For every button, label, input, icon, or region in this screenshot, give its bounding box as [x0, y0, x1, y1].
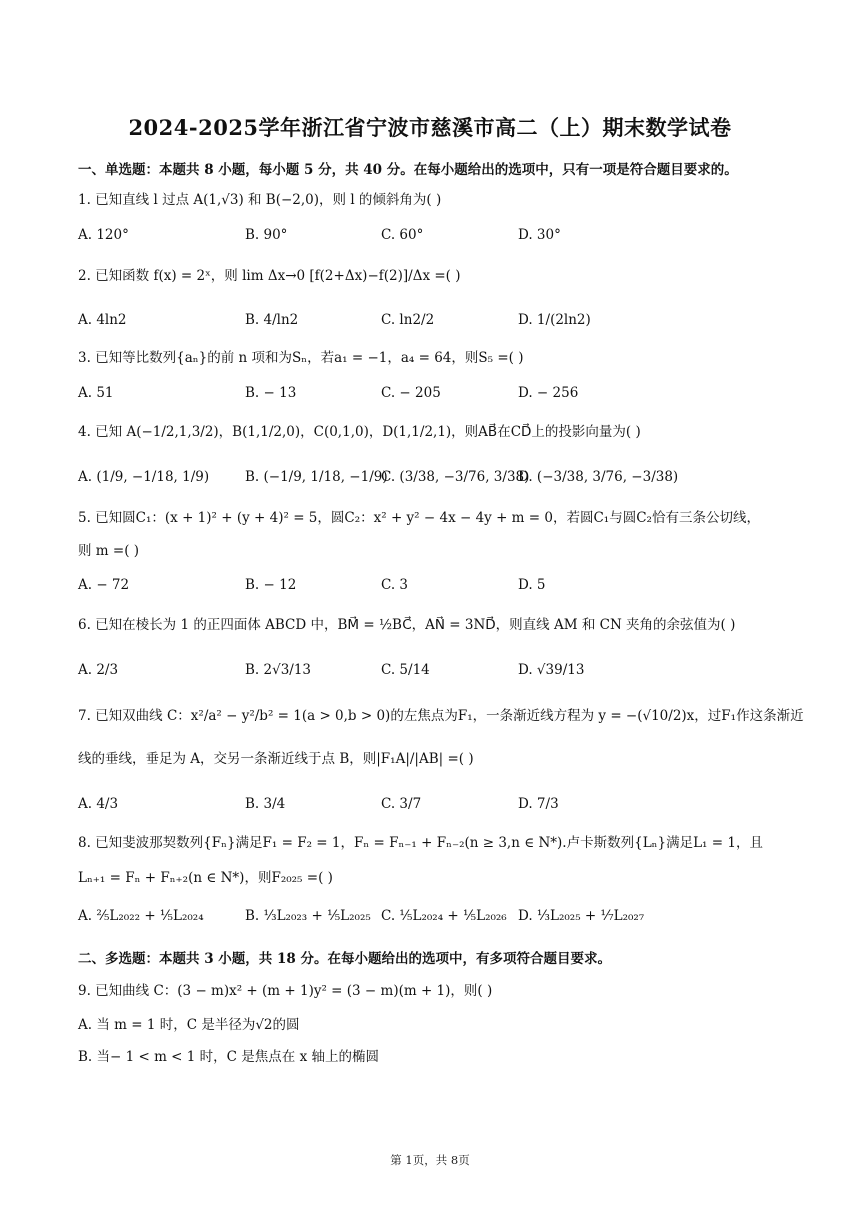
- question-stem: 6. 已知在棱长为 1 的正四面体 ABCD 中，BM⃗ = ½BC⃗，AN⃗ = 3ND⃗，则直线 AM 和 CN 夹角的余弦值为( ): [78, 617, 736, 633]
- option-b: B. 90°: [245, 227, 288, 243]
- option-b: B. ⅓L₂₀₂₃ + ⅕L₂₀₂₅: [245, 908, 371, 924]
- section-header-single-choice: 一、单选题：本题共 8 小题，每小题 5 分，共 40 分。在每小题给出的选项中，只有一项是符合题目要求的。: [78, 162, 738, 178]
- option-a: A. 120°: [78, 227, 129, 243]
- options-row: [78, 385, 790, 409]
- page-footer: 第 1页，共 8页: [390, 1153, 470, 1167]
- option-c: C. (3/38, −3/76, 3/38): [381, 469, 530, 485]
- option-d: D. (−3/38, 3/76, −3/38): [518, 469, 679, 485]
- option-c: C. 60°: [381, 227, 424, 243]
- option-d: D. 5: [518, 577, 546, 593]
- question-stem: 9. 已知曲线 C：(3 − m)x² + (m + 1)y² = (3 − m)(m + 1)，则( ): [78, 983, 493, 999]
- option-b: B. − 12: [245, 577, 297, 593]
- option-a: A. ⅖L₂₀₂₂ + ⅕L₂₀₂₄: [78, 908, 204, 924]
- option-a: A. 51: [78, 385, 114, 401]
- question-stem: 3. 已知等比数列{aₙ}的前 n 项和为Sₙ，若a₁ = −1，a₄ = 64，则S₅ =( ): [78, 350, 524, 366]
- question-stem-continued: Lₙ₊₁ = Fₙ + Fₙ₊₂(n ∈ N*)，则F₂₀₂₅ =( ): [78, 870, 333, 886]
- option-d: D. √39/13: [518, 662, 585, 678]
- options-row: [78, 469, 790, 493]
- option-b: B. 2√3/13: [245, 662, 312, 678]
- options-row: [78, 662, 790, 686]
- option-c: C. ⅕L₂₀₂₄ + ⅕L₂₀₂₆: [381, 908, 507, 924]
- option-a: A. 2/3: [78, 662, 119, 678]
- option-a: A. (1/9, −1/18, 1/9): [78, 469, 210, 485]
- options-row: [78, 227, 790, 251]
- question-stem: 5. 已知圆C₁：(x + 1)² + (y + 4)² = 5，圆C₂：x² + y² − 4x − 4y + m = 0，若圆C₁与圆C₂恰有三条公切线，: [78, 510, 760, 526]
- question-stem: 8. 已知斐波那契数列{Fₙ}满足F₁ = F₂ = 1，Fₙ = Fₙ₋₁ + Fₙ₋₂(n ≥ 3,n ∈ N*).卢卡斯数列{Lₙ}满足L₁ = 1，且: [78, 835, 763, 851]
- option-c: C. 3/7: [381, 796, 422, 812]
- option-d: D. ⅓L₂₀₂₅ + ⅐L₂₀₂₇: [518, 908, 645, 924]
- option-d: D. 1/(2ln2): [518, 312, 591, 328]
- question-stem: 1. 已知直线 l 过点 A(1,√3) 和 B(−2,0)，则 l 的倾斜角为( ): [78, 192, 442, 208]
- option-b: B. − 13: [245, 385, 297, 401]
- options-row: [78, 577, 790, 601]
- option-a-line: A. 当 m = 1 时，C 是半径为√2的圆: [78, 1017, 300, 1033]
- question-stem: 7. 已知双曲线 C：x²/a² − y²/b² = 1(a > 0,b > 0)的左焦点为F₁，一条渐近线方程为 y = −(√10/2)x，过F₁作这条渐近: [78, 708, 804, 724]
- option-c: C. ln2/2: [381, 312, 435, 328]
- option-d: D. − 256: [518, 385, 579, 401]
- page-title: 2024-2025学年浙江省宁波市慈溪市高二（上）期末数学试卷: [128, 115, 732, 140]
- section-header-multiple-choice: 二、多选题：本题共 3 小题，共 18 分。在每小题给出的选项中，有多项符合题目要求。: [78, 951, 611, 967]
- question-stem: 4. 已知 A(−1/2,1,3/2)，B(1,1/2,0)，C(0,1,0)，D(1,1/2,1)，则AB⃗在CD⃗上的投影向量为( ): [78, 424, 641, 440]
- option-d: D. 7/3: [518, 796, 559, 812]
- options-row: [78, 312, 790, 336]
- question-stem-continued: 线的垂线，垂足为 A，交另一条渐近线于点 B，则|F₁A|/|AB| =( ): [78, 751, 474, 767]
- option-c: C. − 205: [381, 385, 441, 401]
- question-stem: 2. 已知函数 f(x) = 2ˣ，则 lim Δx→0 [f(2+Δx)−f(2)]/Δx =( ): [78, 268, 461, 284]
- question-stem-continued: 则 m =( ): [78, 543, 140, 559]
- option-b: B. (−1/9, 1/18, −1/9): [245, 469, 388, 485]
- option-d: D. 30°: [518, 227, 561, 243]
- option-b: B. 4/ln2: [245, 312, 299, 328]
- options-row: [78, 908, 790, 932]
- option-a: A. 4/3: [78, 796, 119, 812]
- option-c: C. 5/14: [381, 662, 430, 678]
- option-b-line: B. 当− 1 < m < 1 时，C 是焦点在 x 轴上的椭圆: [78, 1049, 379, 1065]
- options-row: [78, 796, 790, 820]
- option-b: B. 3/4: [245, 796, 286, 812]
- option-c: C. 3: [381, 577, 409, 593]
- option-a: A. − 72: [78, 577, 130, 593]
- option-a: A. 4ln2: [78, 312, 127, 328]
